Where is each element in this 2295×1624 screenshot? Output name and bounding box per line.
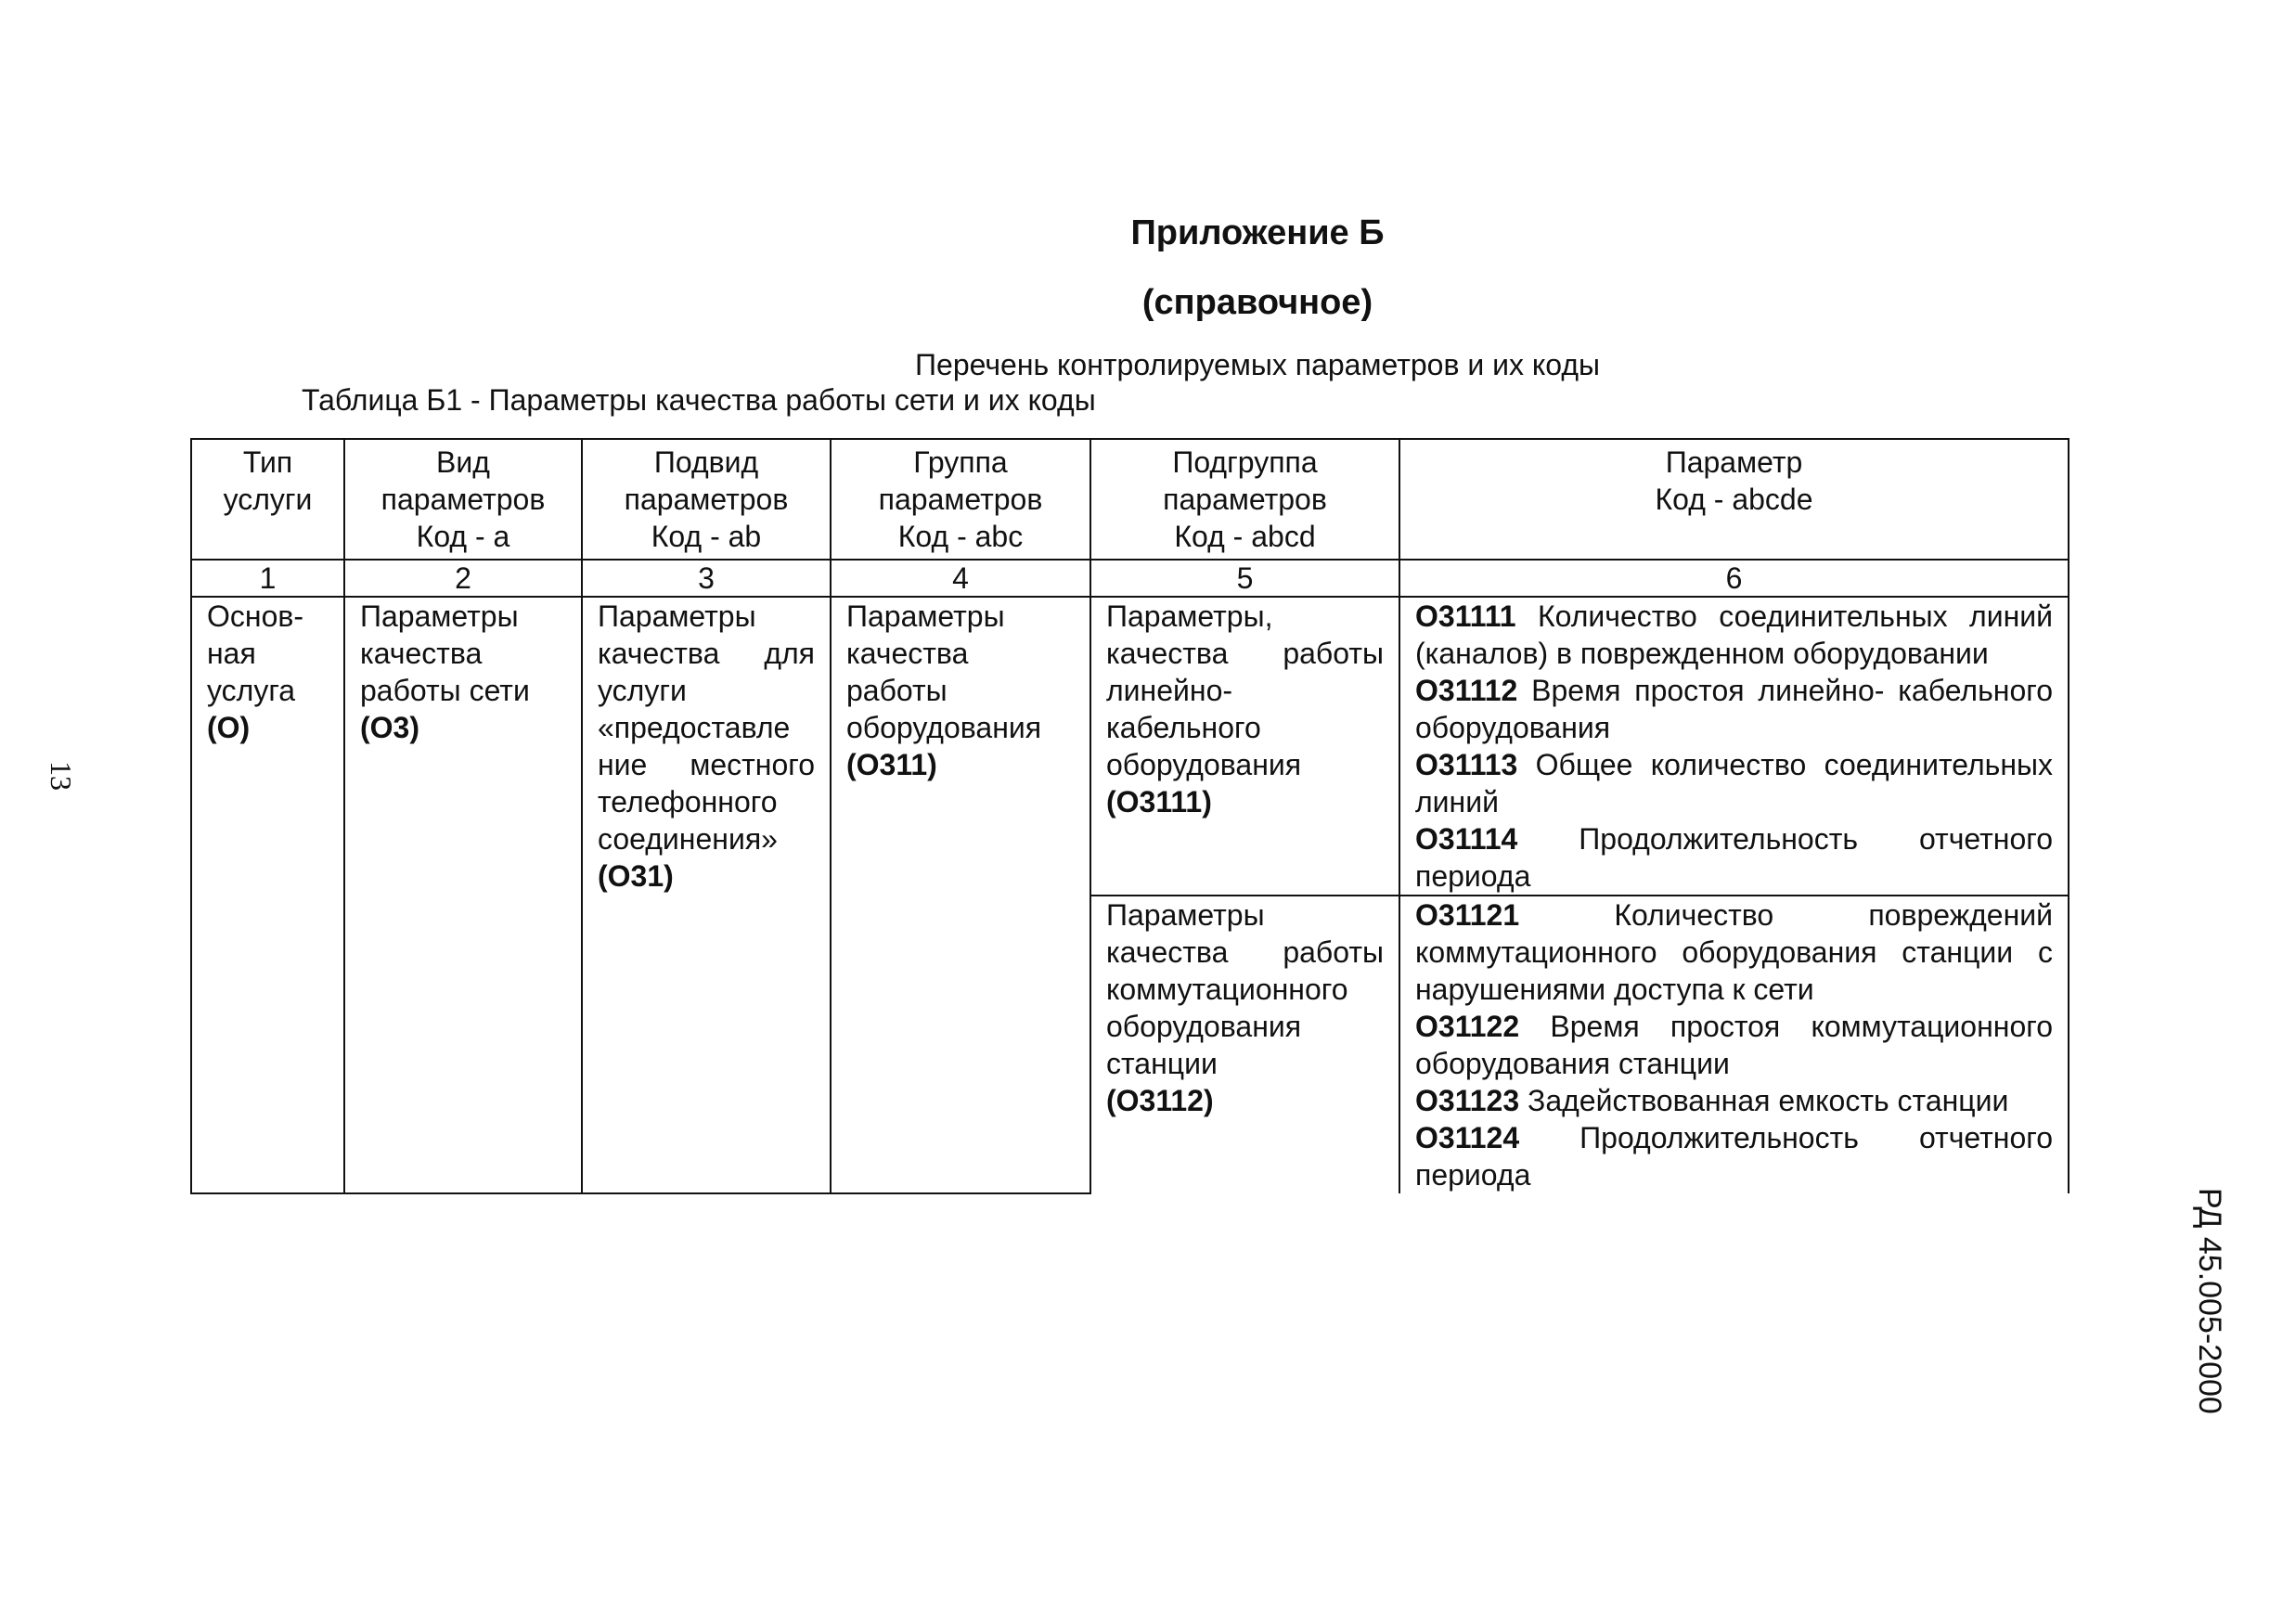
header-line: Подвид: [653, 445, 759, 479]
subgroup-text: Параметры качества работы коммутационного оборудования станции: [1106, 898, 1384, 1080]
header-line: услуги: [223, 483, 313, 516]
parameter-code: О31122: [1415, 1010, 1520, 1043]
header-row: [191, 439, 2069, 560]
parameter-code: О31113: [1415, 748, 1518, 781]
header-line: Вид: [436, 445, 490, 479]
parameter-entry: [1415, 820, 2053, 895]
header-line: Подгруппа: [1172, 445, 1318, 479]
parameter-text: Время простоя коммутационного оборудования станции: [1415, 1010, 2054, 1080]
parameter-text: Общее количество соединительных линий: [1415, 748, 2054, 818]
subgroup-text: Параметры, качества работы линейно- кабельного оборудования: [1106, 599, 1384, 781]
table-row: [191, 597, 2069, 896]
parameter-text: Количество соединительных линий (каналов) в поврежденном оборудовании: [1415, 599, 2053, 670]
parameter-code: О31124: [1415, 1121, 1520, 1154]
header-subkind: [582, 439, 831, 560]
column-number: 4: [831, 560, 1090, 597]
param-kind-text: Параметры качества работы сети: [360, 599, 530, 707]
param-subkind-text: Параметры качества для услуги «предоставле ние местного телефонного соединения»: [598, 599, 815, 856]
service-type-cell: [191, 597, 344, 1193]
param-subkind-code: (О31): [598, 859, 674, 893]
parameter-entry: [1415, 1008, 2053, 1082]
parameter-entry: [1415, 1119, 2053, 1193]
parameter-cell: [1399, 896, 2069, 1193]
header-line: параметров: [380, 483, 546, 516]
subgroup-code: (О3112): [1106, 1084, 1214, 1117]
header-line: Группа: [913, 445, 1008, 479]
parameter-entry: [1415, 896, 2053, 1008]
header-line: параметров: [624, 483, 789, 516]
header-line: Код - abc: [897, 520, 1024, 553]
column-number: 3: [582, 560, 831, 597]
page-number: 13: [45, 761, 78, 791]
parameter-code: О31121: [1415, 898, 1520, 932]
column-number: 6: [1399, 560, 2069, 597]
header-line: Код - ab: [651, 520, 762, 553]
subgroup-cell: [1090, 597, 1399, 896]
header-subgroup: [1090, 439, 1399, 560]
appendix-kind: (справочное): [1141, 283, 1373, 322]
parameter-entry: [1415, 746, 2053, 820]
parameter-text: Продолжительность отчетного периода: [1415, 1121, 2053, 1192]
appendix-title: Приложение Б: [1130, 213, 1385, 252]
parameter-cell: [1399, 597, 2069, 896]
header-line: параметров: [1163, 483, 1327, 516]
column-number: 1: [191, 560, 344, 597]
subgroup-code: (О3111): [1106, 785, 1212, 818]
parameter-entry: [1415, 1082, 2053, 1119]
header-group: [831, 439, 1090, 560]
column-number-row: [191, 560, 2069, 597]
parameter-entry: [1415, 672, 2053, 746]
param-kind-code: (О3): [360, 711, 419, 744]
param-subkind-cell: [582, 597, 831, 1193]
parameter-text: Время простоя линейно- кабельного оборудования: [1415, 674, 2053, 744]
header-line: Код - abcd: [1174, 520, 1316, 553]
parameter-text: Количество повреждений коммутационного оборудования станции с нарушениями доступа к сети: [1415, 898, 2054, 1006]
header-parameter: [1399, 439, 2069, 560]
header-line: Тип: [242, 445, 293, 479]
parameter-code: О31123: [1415, 1084, 1520, 1117]
param-group-cell: [831, 597, 1090, 1193]
param-kind-cell: [344, 597, 582, 1193]
header-line: Код - abcde: [1655, 483, 1813, 516]
param-group-text: Параметры качества работы оборудования: [846, 599, 1042, 744]
param-group-code: (О311): [846, 748, 937, 781]
parameter-code: О31112: [1415, 674, 1518, 707]
service-type-code: (О): [207, 711, 251, 744]
parameter-text: Продолжительность отчетного периода: [1415, 822, 2054, 893]
parameter-entry: [1415, 598, 2053, 672]
header-line: Код - а: [416, 520, 510, 553]
header-type: [191, 439, 344, 560]
header-line: Параметр: [1665, 445, 1803, 479]
parameter-code: О31111: [1415, 599, 1516, 633]
parameter-code: О31114: [1415, 822, 1518, 856]
parameter-text: Задействованная емкость станции: [1528, 1084, 2009, 1117]
table-caption: Таблица Б1 - Параметры качества работы сети и их коды: [302, 383, 1096, 417]
document-code: РД 45.005-2000: [2192, 1188, 2227, 1414]
parameters-table: [190, 438, 2069, 1194]
service-type-text: Основ- ная услуга: [207, 599, 304, 707]
list-title: Перечень контролируемых параметров и их коды: [915, 348, 1600, 381]
header-kind: [344, 439, 582, 560]
column-number: 5: [1090, 560, 1399, 597]
column-number: 2: [344, 560, 582, 597]
subgroup-cell: [1090, 896, 1399, 1193]
header-line: параметров: [878, 483, 1043, 516]
